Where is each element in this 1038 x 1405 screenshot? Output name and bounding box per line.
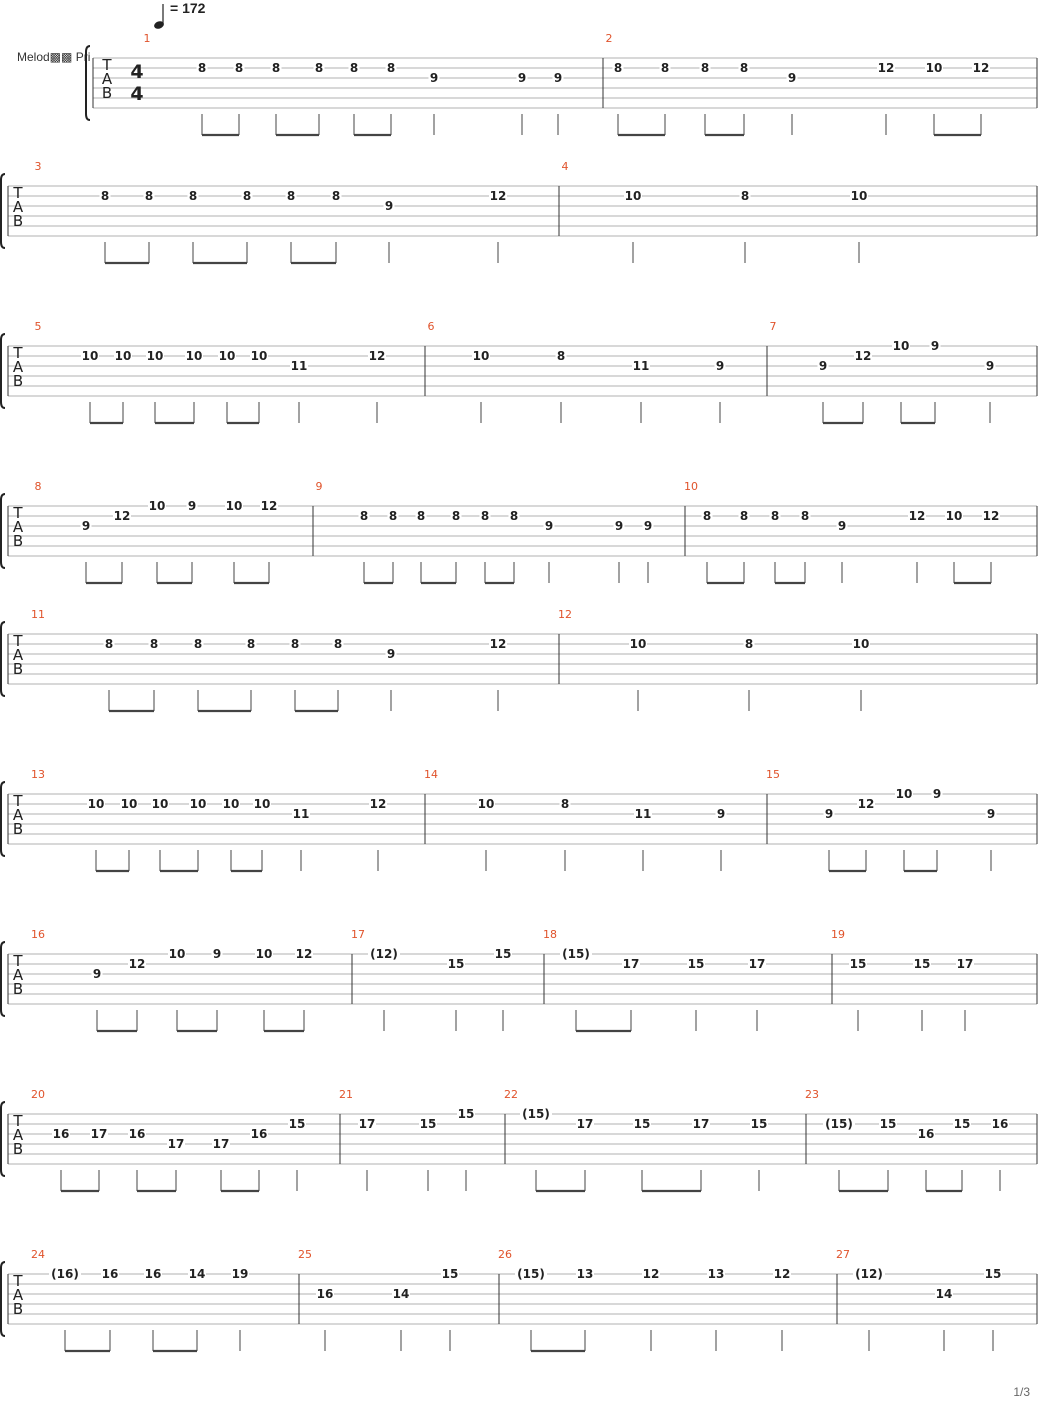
measure-number: 26 [498, 1248, 512, 1261]
fret-number: 9 [837, 519, 847, 533]
fret-number: 8 [331, 189, 341, 203]
system-bracket [1, 174, 5, 248]
fret-number: 8 [509, 509, 519, 523]
fret-number: 10 [472, 349, 490, 363]
tab-clef-letter: T [13, 1112, 23, 1130]
fret-number: 16 [144, 1267, 162, 1281]
fret-number: 19 [231, 1267, 249, 1281]
fret-number: 8 [702, 509, 712, 523]
fret-number: 8 [349, 61, 359, 75]
fret-number: 17 [212, 1137, 230, 1151]
fret-number: 8 [770, 509, 780, 523]
fret-number: 9 [818, 359, 828, 373]
tab-clef-letter: B [12, 1140, 24, 1158]
fret-number: 17 [692, 1117, 710, 1131]
fret-number: 10 [151, 797, 169, 811]
fret-number: 8 [314, 61, 324, 75]
fret-number: 10 [892, 339, 910, 353]
fret-number: 9 [715, 359, 725, 373]
system-bracket [86, 46, 90, 120]
measure-number: 10 [684, 480, 698, 493]
tab-clef-letter: A [101, 70, 113, 88]
fret-number: 8 [744, 637, 754, 651]
tab-clef-letter: B [12, 1300, 24, 1318]
fret-number: 15 [419, 1117, 437, 1131]
fret-number: 10 [624, 189, 642, 203]
fret-number: 15 [441, 1267, 459, 1281]
fret-number: 9 [544, 519, 554, 533]
measure-number: 6 [427, 320, 435, 333]
fret-number: (15) [517, 1267, 545, 1281]
fret-number: 12 [489, 637, 507, 651]
fret-number: 16 [128, 1127, 146, 1141]
fret-number: 17 [956, 957, 974, 971]
tab-system [1, 480, 1037, 583]
fret-number: 8 [800, 509, 810, 523]
fret-number: 10 [255, 947, 273, 961]
fret-number: 10 [81, 349, 99, 363]
fret-number: 16 [991, 1117, 1009, 1131]
tab-clef-letter: T [13, 792, 23, 810]
fret-number: 12 [877, 61, 895, 75]
fret-number: 8 [333, 637, 343, 651]
measure-number: 14 [424, 768, 438, 781]
fret-number: 14 [392, 1287, 410, 1301]
fret-number: 10 [189, 797, 207, 811]
fret-number: 8 [290, 637, 300, 651]
fret-number: 10 [852, 637, 870, 651]
measure-number: 27 [836, 1248, 850, 1261]
fret-number: 8 [286, 189, 296, 203]
measure-number: 7 [769, 320, 777, 333]
fret-number: 8 [740, 189, 750, 203]
measure-number: 21 [339, 1088, 353, 1101]
fret-number: 17 [90, 1127, 108, 1141]
fret-number: 11 [290, 359, 308, 373]
fret-number: 15 [288, 1117, 306, 1131]
fret-number: 9 [824, 807, 834, 821]
tab-clef-letter: B [12, 212, 24, 230]
measure-number: 4 [561, 160, 569, 173]
fret-number: 8 [451, 509, 461, 523]
tab-clef-letter: T [13, 344, 23, 362]
measure-number: 1 [143, 32, 151, 45]
fret-number: (15) [522, 1107, 550, 1121]
fret-number: 8 [242, 189, 252, 203]
measure-number: 3 [34, 160, 42, 173]
tempo-marking: = 172 [170, 0, 206, 16]
fret-number: 9 [716, 807, 726, 821]
fret-number: 9 [429, 71, 439, 85]
page-number: 1/3 [1013, 1385, 1030, 1399]
tab-clef-letter: A [12, 966, 24, 984]
fret-number: 10 [250, 349, 268, 363]
measure-number: 16 [31, 928, 45, 941]
fret-number: 16 [917, 1127, 935, 1141]
fret-number: 12 [113, 509, 131, 523]
fret-number: 8 [556, 349, 566, 363]
fret-number: 9 [787, 71, 797, 85]
measure-number: 17 [351, 928, 365, 941]
fret-number: 12 [260, 499, 278, 513]
system-bracket [1, 622, 5, 696]
fret-number: 17 [748, 957, 766, 971]
fret-number: 9 [986, 807, 996, 821]
fret-number: 16 [250, 1127, 268, 1141]
fret-number: 15 [750, 1117, 768, 1131]
tab-system [1, 608, 1037, 711]
fret-number: 12 [982, 509, 1000, 523]
tab-clef-letter: B [12, 660, 24, 678]
tab-clef-letter: B [12, 820, 24, 838]
tab-system [1, 768, 1037, 871]
tab-clef-letter: B [12, 532, 24, 550]
fret-number: (16) [51, 1267, 79, 1281]
measure-number: 9 [315, 480, 323, 493]
fret-number: 12 [773, 1267, 791, 1281]
fret-number: 8 [739, 509, 749, 523]
fret-number: 17 [622, 957, 640, 971]
fret-number: 12 [908, 509, 926, 523]
tab-system [1, 928, 1037, 1031]
fret-number: 9 [92, 967, 102, 981]
fret-number: 12 [489, 189, 507, 203]
fret-number: 15 [849, 957, 867, 971]
system-bracket [1, 334, 5, 408]
fret-number: 8 [560, 797, 570, 811]
fret-number: 15 [494, 947, 512, 961]
fret-number: 16 [52, 1127, 70, 1141]
fret-number: 12 [857, 797, 875, 811]
tab-clef-letter: T [13, 632, 23, 650]
fret-number: 9 [614, 519, 624, 533]
tab-system [86, 32, 1037, 135]
track-name: Melod▩▩ Pri [17, 50, 91, 64]
fret-number: 10 [850, 189, 868, 203]
fret-number: 16 [101, 1267, 119, 1281]
fret-number: 8 [149, 637, 159, 651]
fret-number: 15 [984, 1267, 1002, 1281]
fret-number: 10 [629, 637, 647, 651]
tab-system [1, 160, 1037, 263]
fret-number: 11 [632, 359, 650, 373]
measure-number: 2 [605, 32, 613, 45]
measure-number: 12 [558, 608, 572, 621]
measure-number: 8 [34, 480, 42, 493]
tab-system [1, 1088, 1037, 1191]
tab-clef-letter: T [102, 56, 112, 74]
fret-number: 10 [225, 499, 243, 513]
fret-number: 12 [369, 797, 387, 811]
fret-number: 9 [517, 71, 527, 85]
fret-number: 13 [576, 1267, 594, 1281]
fret-number: 12 [128, 957, 146, 971]
fret-number: 8 [480, 509, 490, 523]
fret-number: (15) [562, 947, 590, 961]
fret-number: 10 [925, 61, 943, 75]
fret-number: 9 [212, 947, 222, 961]
time-signature-top: 4 [130, 61, 144, 83]
tab-clef-letter: T [13, 1272, 23, 1290]
fret-number: 15 [913, 957, 931, 971]
tab-clef-letter: A [12, 1286, 24, 1304]
fret-number: 8 [271, 61, 281, 75]
fret-number: 9 [187, 499, 197, 513]
fret-number: 9 [643, 519, 653, 533]
fret-number: 8 [234, 61, 244, 75]
fret-number: 10 [87, 797, 105, 811]
fret-number: 9 [985, 359, 995, 373]
fret-number: 8 [416, 509, 426, 523]
fret-number: 12 [642, 1267, 660, 1281]
fret-number: 8 [144, 189, 154, 203]
fret-number: 10 [185, 349, 203, 363]
fret-number: 8 [359, 509, 369, 523]
system-bracket [1, 942, 5, 1016]
fret-number: 12 [854, 349, 872, 363]
fret-number: 8 [700, 61, 710, 75]
tab-clef-letter: A [12, 1126, 24, 1144]
fret-number: 10 [114, 349, 132, 363]
fret-number: 12 [295, 947, 313, 961]
fret-number: 9 [932, 787, 942, 801]
fret-number: 8 [197, 61, 207, 75]
fret-number: 15 [879, 1117, 897, 1131]
fret-number: 9 [386, 647, 396, 661]
fret-number: 9 [384, 199, 394, 213]
tab-clef-letter: B [12, 980, 24, 998]
fret-number: 11 [634, 807, 652, 821]
measure-number: 15 [766, 768, 780, 781]
system-bracket [1, 1262, 5, 1336]
fret-number: 11 [292, 807, 310, 821]
fret-number: 8 [386, 61, 396, 75]
fret-number: 10 [253, 797, 271, 811]
fret-number: 10 [146, 349, 164, 363]
fret-number: 15 [447, 957, 465, 971]
fret-number: 10 [477, 797, 495, 811]
fret-number: 8 [660, 61, 670, 75]
fret-number: 10 [945, 509, 963, 523]
fret-number: 17 [358, 1117, 376, 1131]
tab-clef-letter: A [12, 358, 24, 376]
fret-number: 8 [104, 637, 114, 651]
fret-number: (15) [825, 1117, 853, 1131]
fret-number: 8 [613, 61, 623, 75]
tab-clef-letter: A [12, 198, 24, 216]
time-signature-bottom: 4 [130, 83, 144, 105]
fret-number: 8 [100, 189, 110, 203]
tab-clef-letter: A [12, 646, 24, 664]
measure-number: 25 [298, 1248, 312, 1261]
tab-clef-letter: T [13, 504, 23, 522]
fret-number: 10 [148, 499, 166, 513]
measure-number: 5 [34, 320, 42, 333]
measure-number: 13 [31, 768, 45, 781]
fret-number: 13 [707, 1267, 725, 1281]
fret-number: 16 [316, 1287, 334, 1301]
fret-number: 10 [168, 947, 186, 961]
tab-clef-letter: A [12, 518, 24, 536]
fret-number: 10 [222, 797, 240, 811]
tab-clef-letter: B [12, 372, 24, 390]
fret-number: 14 [188, 1267, 206, 1281]
system-bracket [1, 782, 5, 856]
fret-number: 9 [930, 339, 940, 353]
fret-number: 12 [972, 61, 990, 75]
tab-system [1, 1248, 1037, 1351]
fret-number: 8 [246, 637, 256, 651]
measure-number: 24 [31, 1248, 45, 1261]
fret-number: 8 [388, 509, 398, 523]
measure-number: 19 [831, 928, 845, 941]
fret-number: (12) [855, 1267, 883, 1281]
fret-number: 8 [193, 637, 203, 651]
fret-number: 10 [120, 797, 138, 811]
system-bracket [1, 1102, 5, 1176]
fret-number: 17 [167, 1137, 185, 1151]
fret-number: 15 [633, 1117, 651, 1131]
fret-number: (12) [370, 947, 398, 961]
fret-number: 10 [218, 349, 236, 363]
tab-clef-letter: T [13, 952, 23, 970]
tab-clef-letter: A [12, 806, 24, 824]
measure-number: 23 [805, 1088, 819, 1101]
fret-number: 17 [576, 1117, 594, 1131]
tab-clef-letter: B [101, 84, 113, 102]
measure-number: 20 [31, 1088, 45, 1101]
fret-number: 15 [457, 1107, 475, 1121]
fret-number: 8 [188, 189, 198, 203]
fret-number: 15 [953, 1117, 971, 1131]
fret-number: 9 [81, 519, 91, 533]
fret-number: 9 [553, 71, 563, 85]
system-bracket [1, 494, 5, 568]
measure-number: 18 [543, 928, 557, 941]
tab-system [1, 320, 1037, 423]
fret-number: 10 [895, 787, 913, 801]
tab-clef-letter: T [13, 184, 23, 202]
measure-number: 22 [504, 1088, 518, 1101]
fret-number: 14 [935, 1287, 953, 1301]
fret-number: 15 [687, 957, 705, 971]
fret-number: 12 [368, 349, 386, 363]
fret-number: 8 [739, 61, 749, 75]
measure-number: 11 [31, 608, 45, 621]
